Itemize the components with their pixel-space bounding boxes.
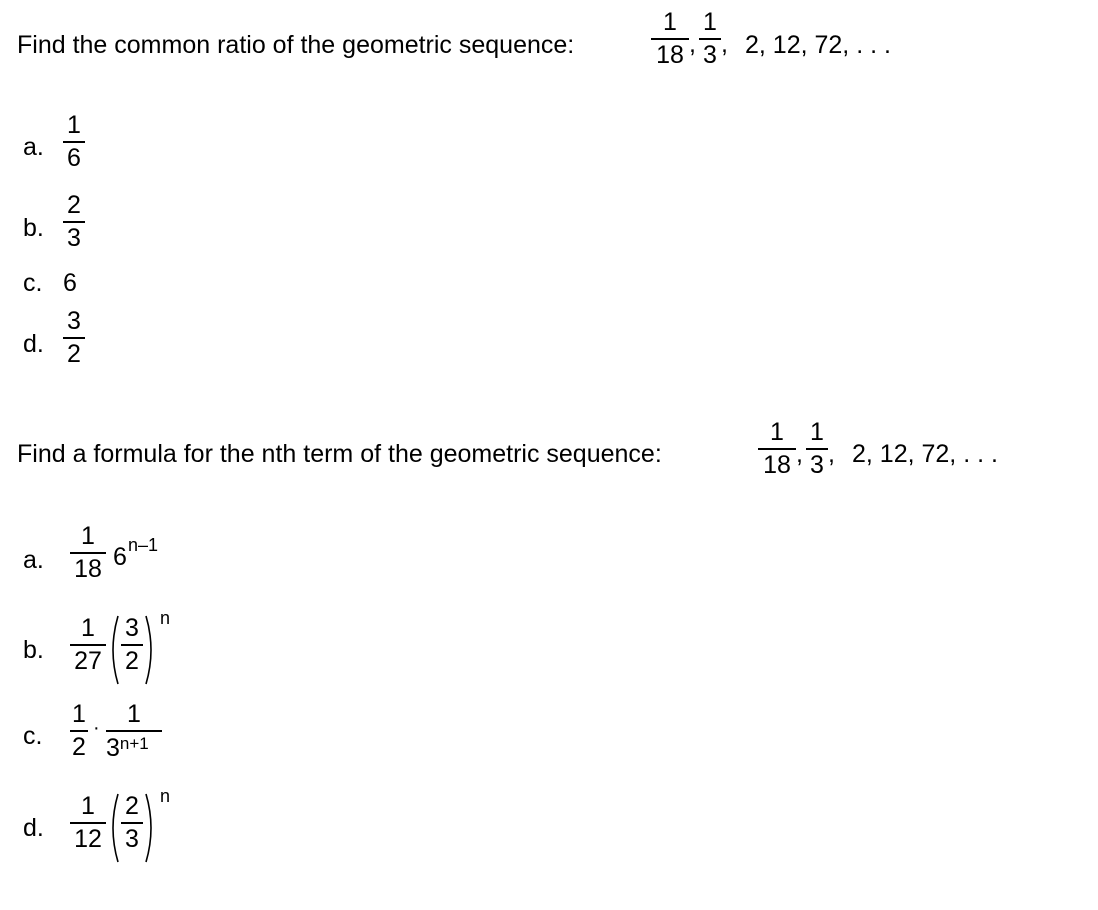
inner-fraction: 2 3 bbox=[121, 794, 143, 852]
multiply-dot: · bbox=[93, 717, 100, 739]
option-fraction: 1 6 bbox=[63, 113, 85, 171]
left-paren bbox=[106, 614, 120, 686]
inner-fraction: 3 2 bbox=[121, 616, 143, 674]
right-paren bbox=[144, 614, 158, 686]
exponent: n bbox=[160, 608, 171, 628]
option-value: 6 bbox=[63, 269, 77, 297]
option-label: b. bbox=[23, 636, 44, 664]
option-fraction: 2 3 bbox=[63, 193, 85, 251]
option-label: d. bbox=[23, 814, 44, 842]
q2-seq-fraction-1: 1 18 bbox=[758, 420, 796, 478]
option-fraction: 1 27 bbox=[70, 616, 106, 674]
option-label: d. bbox=[23, 330, 44, 358]
q2-seq-rest: 2, 12, 72, . . . bbox=[852, 440, 998, 468]
exponent: n bbox=[160, 786, 171, 806]
option-fraction-2: 1 $3^{n+1}$ bbox=[106, 702, 162, 761]
option-fraction: 1 12 bbox=[70, 794, 106, 852]
q1-seq-rest: 2, 12, 72, . . . bbox=[745, 31, 891, 59]
option-fraction: 3 2 bbox=[63, 309, 85, 367]
base: 6 bbox=[113, 543, 127, 571]
left-paren bbox=[106, 792, 120, 864]
right-paren bbox=[144, 792, 158, 864]
option-label: c. bbox=[23, 722, 43, 750]
question-1-stem: Find the common ratio of the geometric sequence: bbox=[17, 31, 575, 59]
option-fraction: 1 18 bbox=[70, 524, 106, 582]
option-fraction-1: 1 2 bbox=[70, 702, 88, 760]
q1-seq-fraction-1: 1 18 bbox=[651, 10, 689, 68]
option-label: b. bbox=[23, 214, 44, 242]
question-2-stem: Find a formula for the nth term of the geometric sequence: bbox=[17, 440, 662, 468]
option-label: a. bbox=[23, 546, 44, 574]
option-label: a. bbox=[23, 133, 44, 161]
q1-seq-fraction-2: 1 3 bbox=[699, 10, 721, 68]
option-label: c. bbox=[23, 269, 43, 297]
exponent: n–1 bbox=[128, 535, 159, 555]
q2-seq-fraction-2: 1 3 bbox=[806, 420, 828, 478]
